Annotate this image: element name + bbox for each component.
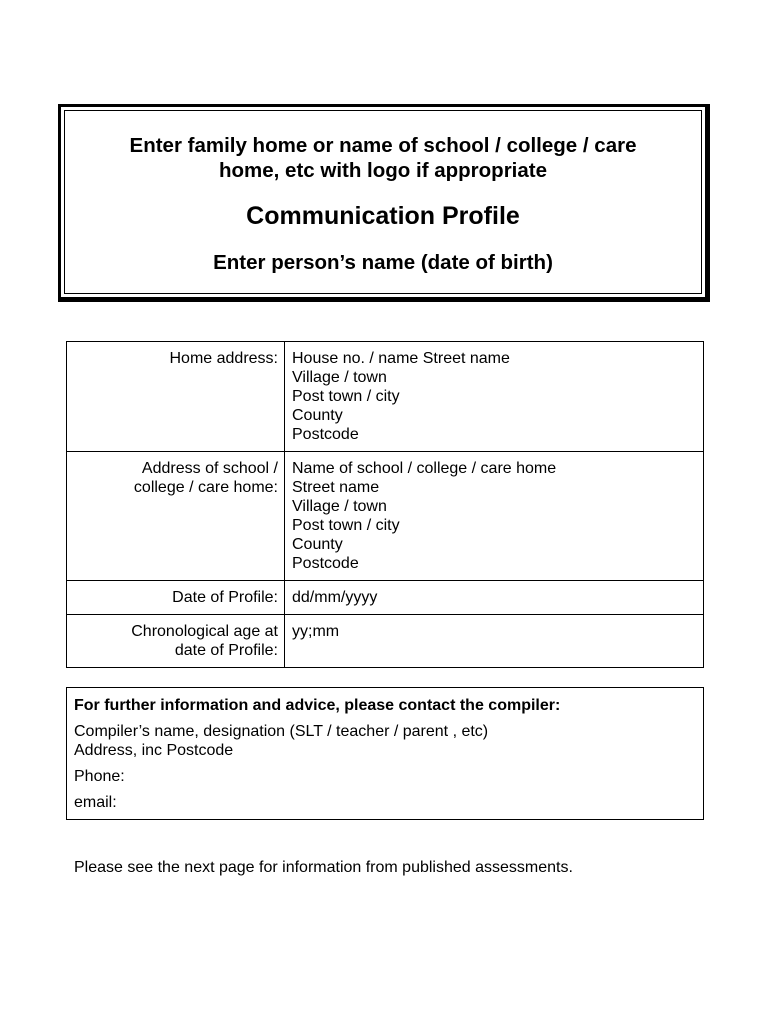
contact-box (66, 687, 704, 820)
home-address-line: Village / town (292, 369, 387, 386)
table-row-school-address (67, 452, 704, 581)
school-address-value (285, 452, 704, 581)
home-address-line: House no. / name Street name (292, 350, 510, 367)
email-label: email: (74, 794, 117, 811)
school-address-line: Village / town (292, 498, 387, 515)
home-address-value (285, 342, 704, 452)
chronological-age-label-line-2: date of Profile: (174, 642, 278, 659)
home-address-label: Home address: (67, 342, 285, 452)
home-address-line: County (292, 407, 343, 424)
compiler-name: Compiler’s name, designation (SLT / teacher / parent , etc) (74, 723, 489, 740)
chronological-age-label (67, 615, 285, 668)
table-row-chronological-age (67, 615, 704, 668)
contact-heading: For further information and advice, please contact the compiler: (74, 697, 561, 714)
school-address-line: Name of school / college / care home (292, 460, 557, 477)
chronological-age-label-line-1: Chronological age at (131, 623, 278, 640)
chronological-age-value: yy;mm (285, 615, 704, 668)
school-address-line: County (292, 536, 343, 553)
school-address-line: Post town / city (292, 517, 400, 534)
table-row-home-address (67, 342, 704, 452)
school-address-label (67, 452, 285, 581)
home-address-line: Post town / city (292, 388, 400, 405)
school-address-line: Street name (292, 479, 380, 496)
school-address-label-line-2: college / care home: (133, 479, 278, 496)
school-address-label-line-1: Address of school / (141, 460, 278, 477)
home-address-line: Postcode (292, 426, 359, 443)
header-box (58, 104, 710, 302)
date-of-profile-value: dd/mm/yyyy (285, 581, 704, 615)
compiler-address: Address, inc Postcode (74, 742, 234, 759)
phone-label: Phone: (74, 768, 125, 785)
organisation-line-1: Enter family home or name of school / college / care (129, 134, 637, 157)
details-table (66, 341, 704, 668)
organisation-line-2: home, etc with logo if appropriate (218, 159, 548, 182)
date-of-profile-label: Date of Profile: (67, 581, 285, 615)
page-title: Communication Profile (246, 202, 520, 230)
school-address-line: Postcode (292, 555, 359, 572)
footer-note: Please see the next page for information from published assessments. (74, 859, 573, 876)
table-row-date-of-profile (67, 581, 704, 615)
organisation-placeholder (61, 133, 705, 183)
person-name-placeholder: Enter person’s name (date of birth) (213, 251, 553, 274)
